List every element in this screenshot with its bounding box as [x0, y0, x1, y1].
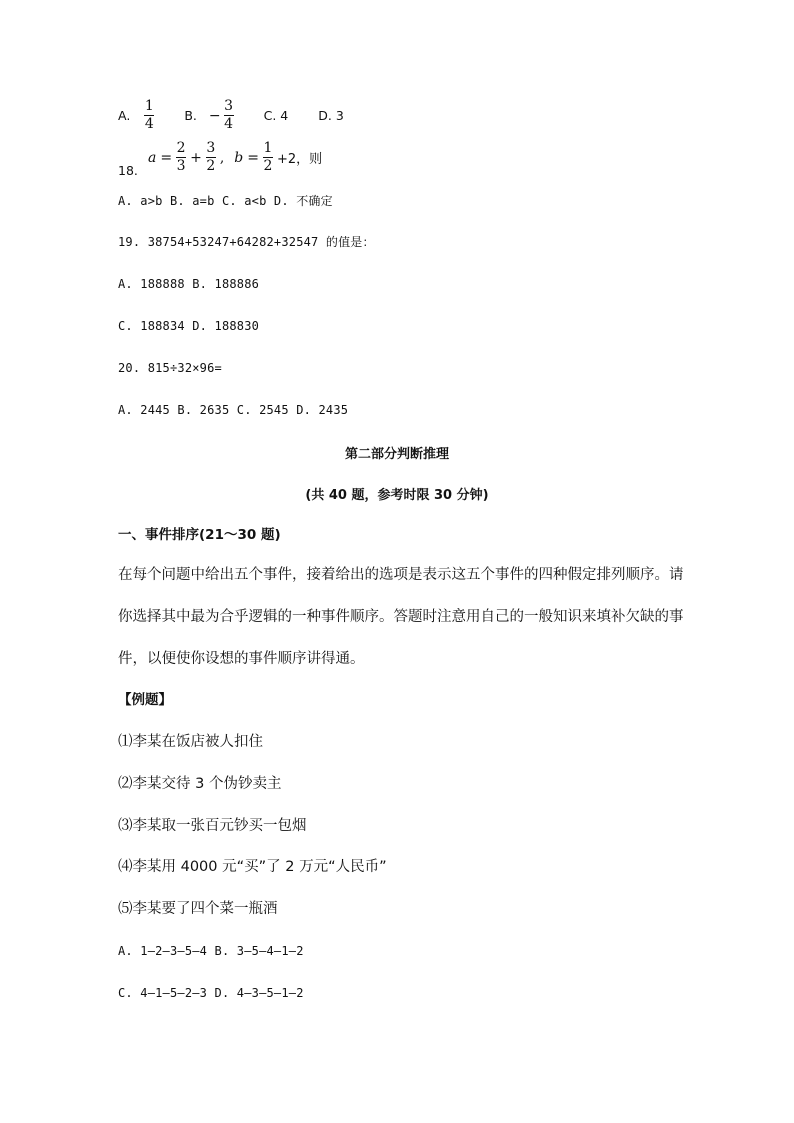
fraction: $\frac{1}{4}$: [144, 98, 154, 132]
fraction: $\frac{3}{2}$: [206, 140, 216, 174]
q17-option-c: C. 4: [263, 107, 289, 123]
q19-options-row-2: C. 188834 D. 188830: [118, 319, 260, 333]
fraction: $\frac{1}{2}$: [263, 140, 273, 174]
q17-option-b: B. − $\frac{3}{4}$: [184, 98, 234, 132]
q20-options: A. 2445 B. 2635 C. 2545 D. 2435: [118, 403, 349, 417]
part2-title: 第二部分判断推理: [344, 447, 449, 462]
q19-question: 19. 38754+53247+64282+32547 的值是：: [118, 235, 375, 249]
event-item: ⑵李某交待 3 个伪钞卖主: [118, 776, 282, 792]
part2-subtitle: (共 40 题，参考时限 30 分钟): [305, 488, 489, 503]
q18-options: A. a>b B. a=b C. a<b D. 不确定: [118, 194, 333, 208]
event-item: ⑸李某要了四个菜一瓶酒: [118, 901, 278, 917]
q20-question: 20. 815÷32×96=: [118, 361, 222, 375]
event-item: ⑷李某用 4000 元“买”了 2 万元“人民币”: [118, 859, 387, 875]
q18-number: 18.: [118, 163, 138, 178]
q18-expression: a = $\frac{2}{3}$ + $\frac{3}{2}$ , b = $\frac{1}{2}$ +2，则: [148, 140, 323, 174]
example-label: 【例题】: [118, 692, 172, 708]
fraction: $\frac{2}{3}$: [176, 140, 186, 174]
instructions-line-1: 在每个问题中给出五个事件，接着给出的选项是表示这五个事件的四种假定排列顺序。请: [118, 567, 684, 583]
section1-title: 一、事件排序(21～30 题): [118, 527, 281, 543]
event-item: ⑴李某在饭店被人扣住: [118, 734, 263, 750]
q19-options-row-1: A. 188888 B. 188886: [118, 277, 260, 291]
example-options-row-1: A. 1—2—3—5—4 B. 3—5—4—1—2: [118, 944, 304, 958]
q17-options: [118, 98, 344, 133]
q17-option-d: D. 3: [318, 107, 344, 123]
instructions-line-3: 件，以便使你设想的事件顺序讲得通。: [118, 651, 365, 667]
example-options-row-2: C. 4—1—5—2—3 D. 4—3—5—1—2: [118, 986, 304, 1000]
event-item: ⑶李某取一张百元钞买一包烟: [118, 818, 307, 834]
q17-option-a: A. $\frac{1}{4}$: [118, 98, 154, 132]
instructions-line-2: 你选择其中最为合乎逻辑的一种事件顺序。答题时注意用自己的一般知识来填补欠缺的事: [118, 609, 684, 625]
fraction: $\frac{3}{4}$: [224, 98, 234, 132]
